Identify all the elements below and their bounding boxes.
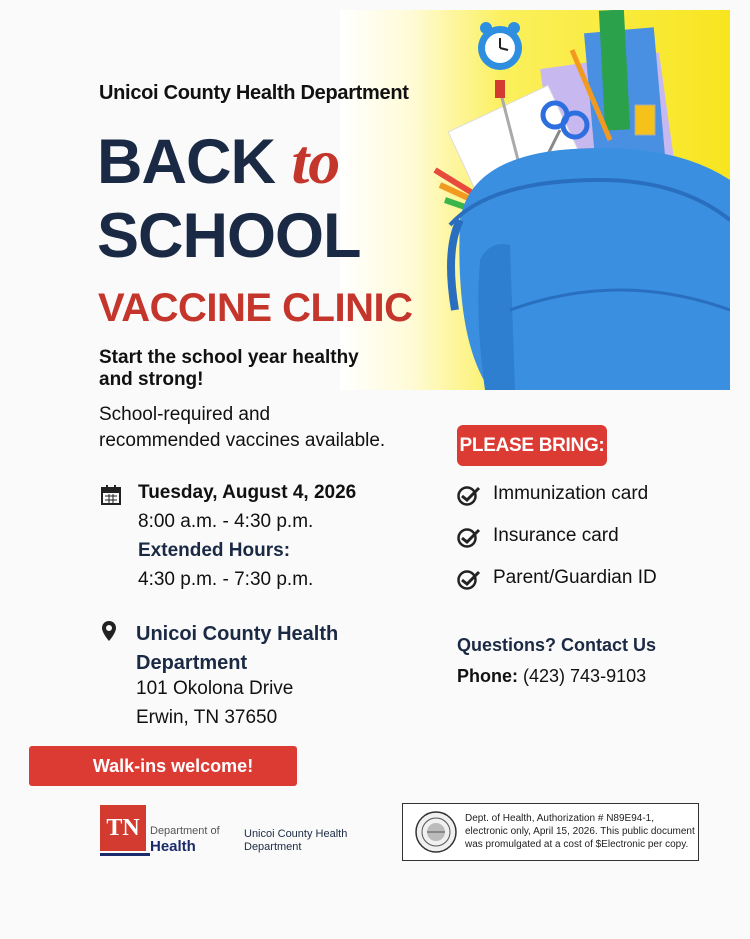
- title-school: SCHOOL: [97, 201, 361, 271]
- address-line1: 101 Okolona Drive: [136, 678, 294, 699]
- walkins-banner: Walk-ins welcome!: [29, 746, 297, 786]
- check-circle-icon: [457, 527, 481, 549]
- event-hours: 8:00 a.m. - 4:30 p.m.: [138, 511, 314, 532]
- map-pin-icon: [101, 620, 117, 642]
- title-back: BACK: [97, 127, 275, 197]
- bring-item-label: Immunization card: [493, 483, 649, 504]
- tn-logo-bar: [100, 853, 150, 856]
- organization-name: Unicoi County Health Department: [99, 82, 409, 104]
- tn-logo-health: Health: [150, 838, 196, 855]
- extended-hours: 4:30 p.m. - 7:30 p.m.: [138, 569, 314, 590]
- contact-phone: [457, 666, 646, 687]
- authorization-notice: [402, 803, 699, 861]
- tn-department-of-health-logo: [100, 805, 220, 857]
- state-seal-icon: [415, 811, 457, 853]
- address-line2: Erwin, TN 37650: [136, 707, 278, 728]
- backpack-school-supplies-image: [340, 10, 730, 390]
- event-date: Tuesday, August 4, 2026: [138, 482, 357, 503]
- title-back-to: [97, 126, 340, 197]
- please-bring-heading: PLEASE BRING:: [457, 425, 607, 466]
- bring-item-label: Parent/Guardian ID: [493, 567, 657, 588]
- subtitle-vaccine-clinic: VACCINE CLINIC: [98, 286, 413, 330]
- authorization-text: Dept. of Health, Authorization # N89E94-1, electronic only, April 15, 2026. This public document was promulgated at a cost of $Electronic per copy.: [465, 813, 695, 850]
- calendar-icon: [100, 484, 122, 506]
- extended-hours-label: Extended Hours:: [138, 540, 291, 561]
- vaccine-description: School-required and recommended vaccines available.: [99, 404, 386, 451]
- tagline: Start the school year healthy and strong!: [99, 347, 359, 390]
- location-name: Unicoi County Health Department: [136, 623, 339, 674]
- bring-item-label: Insurance card: [493, 525, 619, 546]
- phone-number: (423) 743-9103: [523, 666, 647, 686]
- check-circle-icon: [457, 485, 481, 507]
- phone-label: Phone:: [457, 666, 518, 686]
- contact-heading: Questions? Contact Us: [457, 635, 657, 655]
- tn-logo-department: Department of: [150, 825, 220, 837]
- backpack-illustration-icon: [340, 10, 730, 390]
- check-circle-icon: [457, 569, 481, 591]
- title-to: to: [291, 126, 340, 197]
- tn-logo-initials: TN: [100, 805, 146, 851]
- county-health-logo-text: Unicoi County Health Department: [244, 828, 348, 853]
